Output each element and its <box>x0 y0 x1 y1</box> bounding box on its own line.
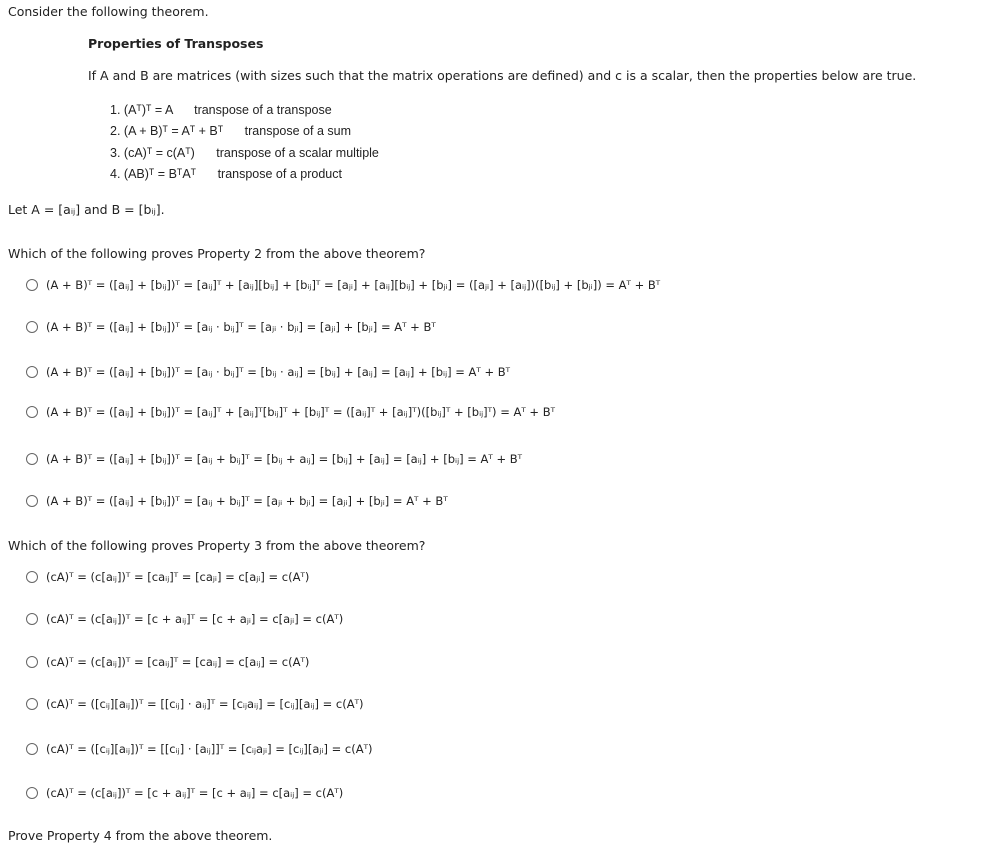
option-equation: (A + B)ᵀ = ([aᵢⱼ] + [bᵢⱼ])ᵀ = [aᵢⱼ + bᵢⱼ]ᵀ = [bᵢⱼ + aᵢⱼ] = [bᵢⱼ] + [aᵢⱼ] = [aᵢⱼ] + [bᵢⱼ] = Aᵀ + Bᵀ <box>46 452 523 466</box>
property-formula: (AB)ᵀ = BᵀAᵀ <box>123 167 197 181</box>
property-description: transpose of a product <box>217 167 342 181</box>
option-equation: (cA)ᵀ = (c[aᵢⱼ])ᵀ = [caᵢⱼ]ᵀ = [caⱼᵢ] = c[aⱼᵢ] = c(Aᵀ) <box>46 570 310 584</box>
radio-button[interactable] <box>26 787 38 799</box>
radio-button[interactable] <box>26 321 38 333</box>
property-number: 4. <box>110 167 121 181</box>
q3-option-6[interactable] <box>26 786 343 800</box>
property-number: 1. <box>110 103 121 117</box>
option-equation: (cA)ᵀ = (c[aᵢⱼ])ᵀ = [caᵢⱼ]ᵀ = [caᵢⱼ] = c[aᵢⱼ] = c(Aᵀ) <box>46 655 310 669</box>
option-equation: (A + B)ᵀ = ([aᵢⱼ] + [bᵢⱼ])ᵀ = [aᵢⱼ]ᵀ + [aᵢⱼ]ᵀ[bᵢⱼ]ᵀ + [bᵢⱼ]ᵀ = ([aᵢⱼ]ᵀ + [aᵢⱼ]ᵀ)([bᵢⱼ]ᵀ + [bᵢⱼ]ᵀ) = Aᵀ + Bᵀ <box>46 405 556 419</box>
option-equation: (cA)ᵀ = ([cᵢⱼ][aᵢⱼ])ᵀ = [[cᵢⱼ] · [aᵢⱼ]]ᵀ = [cᵢⱼaⱼᵢ] = [cᵢⱼ][aⱼᵢ] = c(Aᵀ) <box>46 742 373 756</box>
q3-option-1[interactable] <box>26 570 309 584</box>
option-equation: (A + B)ᵀ = ([aᵢⱼ] + [bᵢⱼ])ᵀ = [aᵢⱼ · bᵢⱼ]ᵀ = [bᵢⱼ · aᵢⱼ] = [bᵢⱼ] + [aᵢⱼ] = [aᵢⱼ] + [bᵢⱼ] = Aᵀ + Bᵀ <box>46 365 511 379</box>
property-description: transpose of a transpose <box>194 103 332 117</box>
radio-button[interactable] <box>26 453 38 465</box>
q3-option-3[interactable] <box>26 655 309 669</box>
option-equation: (A + B)ᵀ = ([aᵢⱼ] + [bᵢⱼ])ᵀ = [aᵢⱼ]ᵀ + [aᵢⱼ][bᵢⱼ] + [bᵢⱼ]ᵀ = [aⱼᵢ] + [aᵢⱼ][bᵢⱼ] + [bⱼᵢ] = ([aⱼᵢ] + [aᵢⱼ])([bᵢⱼ] + [bⱼᵢ]) = Aᵀ + Bᵀ <box>46 278 661 292</box>
q2-option-6[interactable] <box>26 494 448 508</box>
radio-button[interactable] <box>26 279 38 291</box>
question-2-prompt: Which of the following proves Property 2 from the above theorem? <box>8 246 426 261</box>
radio-button[interactable] <box>26 571 38 583</box>
radio-button[interactable] <box>26 698 38 710</box>
final-prompt: Prove Property 4 from the above theorem. <box>8 828 273 843</box>
property-3 <box>110 146 379 160</box>
property-formula: (cA)ᵀ = c(Aᵀ) <box>123 146 195 160</box>
option-equation: (cA)ᵀ = (c[aᵢⱼ])ᵀ = [c + aᵢⱼ]ᵀ = [c + aⱼᵢ] = c[aⱼᵢ] = c(Aᵀ) <box>46 612 344 626</box>
intro-text: Consider the following theorem. <box>8 4 209 19</box>
radio-button[interactable] <box>26 495 38 507</box>
q2-option-2[interactable] <box>26 320 436 334</box>
property-4 <box>110 167 342 181</box>
property-2 <box>110 124 351 138</box>
radio-button[interactable] <box>26 366 38 378</box>
question-3-prompt: Which of the following proves Property 3 from the above theorem? <box>8 538 426 553</box>
radio-button[interactable] <box>26 613 38 625</box>
option-equation: (cA)ᵀ = (c[aᵢⱼ])ᵀ = [c + aᵢⱼ]ᵀ = [c + aᵢⱼ] = c[aᵢⱼ] = c(Aᵀ) <box>46 786 344 800</box>
property-description: transpose of a sum <box>244 124 351 138</box>
q2-option-3[interactable] <box>26 365 510 379</box>
radio-button[interactable] <box>26 656 38 668</box>
theorem-statement: If A and B are matrices (with sizes such that the matrix operations are defined) and c is a scalar, then the properties below are true. <box>88 68 917 83</box>
property-formula: (Aᵀ)ᵀ = A <box>123 103 173 117</box>
theorem-title: Properties of Transposes <box>88 36 264 51</box>
q2-option-4[interactable] <box>26 405 555 419</box>
property-number: 2. <box>110 124 121 138</box>
property-formula: (A + B)ᵀ = Aᵀ + Bᵀ <box>123 124 224 138</box>
property-description: transpose of a scalar multiple <box>216 146 379 160</box>
option-equation: (cA)ᵀ = ([cᵢⱼ][aᵢⱼ])ᵀ = [[cᵢⱼ] · aᵢⱼ]ᵀ = [cᵢⱼaᵢⱼ] = [cᵢⱼ][aᵢⱼ] = c(Aᵀ) <box>46 697 364 711</box>
q2-option-1[interactable] <box>26 278 660 292</box>
q2-option-5[interactable] <box>26 452 522 466</box>
property-number: 3. <box>110 146 121 160</box>
option-equation: (A + B)ᵀ = ([aᵢⱼ] + [bᵢⱼ])ᵀ = [aᵢⱼ + bᵢⱼ]ᵀ = [aⱼᵢ + bⱼᵢ] = [aⱼᵢ] + [bⱼᵢ] = Aᵀ + Bᵀ <box>46 494 448 508</box>
let-definition: Let A = [aᵢⱼ] and B = [bᵢⱼ]. <box>8 202 165 217</box>
q3-option-4[interactable] <box>26 697 364 711</box>
property-1 <box>110 103 332 117</box>
radio-button[interactable] <box>26 743 38 755</box>
q3-option-2[interactable] <box>26 612 343 626</box>
q3-option-5[interactable] <box>26 742 373 756</box>
radio-button[interactable] <box>26 406 38 418</box>
option-equation: (A + B)ᵀ = ([aᵢⱼ] + [bᵢⱼ])ᵀ = [aᵢⱼ · bᵢⱼ]ᵀ = [aⱼᵢ · bⱼᵢ] = [aⱼᵢ] + [bⱼᵢ] = Aᵀ + Bᵀ <box>46 320 436 334</box>
